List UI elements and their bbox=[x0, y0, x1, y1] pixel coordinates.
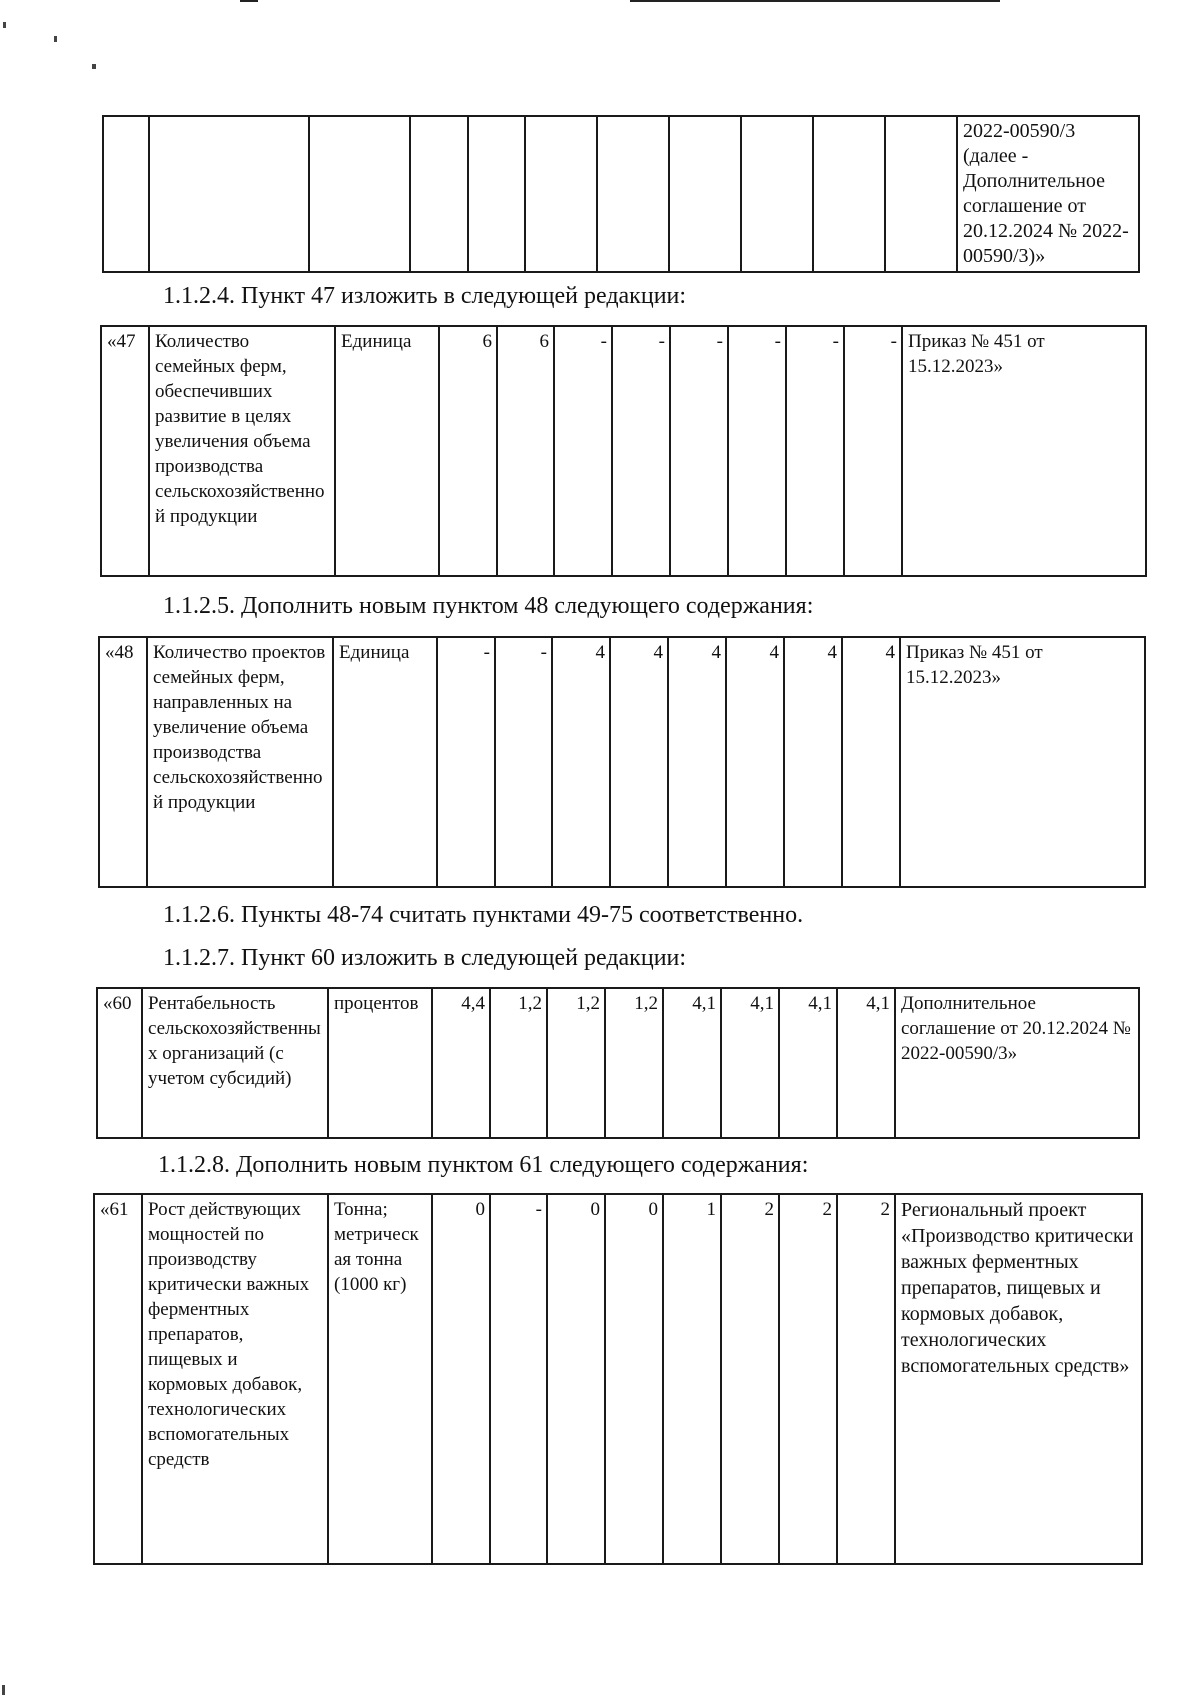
value-cell: 1,2 bbox=[490, 988, 547, 1138]
value-cell: - bbox=[554, 326, 612, 576]
paragraph-1-1-2-8: 1.1.2.8. Дополнить новым пунктом 61 следующего содержания: bbox=[158, 1152, 809, 1178]
value-cell: - bbox=[490, 1194, 547, 1564]
value-cell: 2 bbox=[721, 1194, 779, 1564]
value-cell: - bbox=[844, 326, 902, 576]
source-cell: Региональный проект «Производство критически важных ферментных препаратов, пищевых и кормовых добавок, технологических вспомогательных средств» bbox=[895, 1194, 1142, 1564]
paragraph-1-1-2-7: 1.1.2.7. Пункт 60 изложить в следующей редакции: bbox=[163, 945, 687, 971]
value-cell: - bbox=[786, 326, 844, 576]
value-cell: 4,1 bbox=[663, 988, 721, 1138]
empty-cell bbox=[885, 116, 957, 272]
value-cell: 2 bbox=[837, 1194, 895, 1564]
empty-cell bbox=[525, 116, 597, 272]
source-cell: 2022-00590/3 (далее - Дополнительное соглашение от 20.12.2024 № 2022-00590/3)» bbox=[957, 116, 1139, 272]
value-cell: 0 bbox=[432, 1194, 490, 1564]
empty-cell bbox=[103, 116, 149, 272]
value-cell: 4 bbox=[668, 637, 726, 887]
paragraph-1-1-2-5: 1.1.2.5. Дополнить новым пунктом 48 следующего содержания: bbox=[163, 593, 814, 619]
value-cell: 0 bbox=[605, 1194, 663, 1564]
indicator-name: Количество проектов семейных ферм, направленных на увеличение объема производства сельскохозяйственной продукции bbox=[147, 637, 333, 887]
empty-cell bbox=[468, 116, 525, 272]
source-cell: Приказ № 451 от 15.12.2023» bbox=[900, 637, 1145, 887]
value-cell: 4 bbox=[610, 637, 668, 887]
value-cell: 1 bbox=[663, 1194, 721, 1564]
row-number: «61 bbox=[94, 1194, 142, 1564]
value-cell: 0 bbox=[547, 1194, 605, 1564]
empty-cell bbox=[741, 116, 813, 272]
table-row-60 bbox=[96, 987, 1140, 1139]
value-cell: - bbox=[437, 637, 495, 887]
row-number: «60 bbox=[97, 988, 142, 1138]
empty-cell bbox=[597, 116, 669, 272]
value-cell: - bbox=[612, 326, 670, 576]
empty-cell bbox=[309, 116, 410, 272]
table-row-47 bbox=[100, 325, 1147, 577]
table-row-48 bbox=[98, 636, 1146, 888]
indicator-name: Рост действующих мощностей по производству критически важных ферментных препаратов, пищевых и кормовых добавок, технологических вспомогательных средств bbox=[142, 1194, 328, 1564]
empty-cell bbox=[410, 116, 468, 272]
value-cell: 2 bbox=[779, 1194, 837, 1564]
value-cell: - bbox=[670, 326, 728, 576]
empty-cell bbox=[669, 116, 741, 272]
unit: Единица bbox=[333, 637, 437, 887]
top-edge-line bbox=[240, 0, 258, 2]
value-cell: 4,4 bbox=[432, 988, 490, 1138]
value-cell: 4 bbox=[784, 637, 842, 887]
paragraph-1-1-2-6: 1.1.2.6. Пункты 48-74 считать пунктами 49-75 соответственно. bbox=[163, 902, 804, 928]
value-cell: 1,2 bbox=[547, 988, 605, 1138]
unit: Тонна; метрическая тонна (1000 кг) bbox=[328, 1194, 432, 1564]
value-cell: - bbox=[728, 326, 786, 576]
paragraph-1-1-2-4: 1.1.2.4. Пункт 47 изложить в следующей редакции: bbox=[163, 283, 687, 309]
scan-speck bbox=[92, 64, 96, 69]
value-cell: 6 bbox=[497, 326, 554, 576]
empty-cell bbox=[813, 116, 885, 272]
value-cell: 1,2 bbox=[605, 988, 663, 1138]
value-cell: - bbox=[495, 637, 552, 887]
row-number: «47 bbox=[101, 326, 149, 576]
table-continuation bbox=[102, 115, 1140, 273]
value-cell: 4,1 bbox=[779, 988, 837, 1138]
indicator-name: Количество семейных ферм, обеспечивших развитие в целях увеличения объема производства сельскохозяйственной продукции bbox=[149, 326, 335, 576]
scan-speck bbox=[2, 1685, 5, 1695]
scan-speck bbox=[3, 22, 6, 28]
value-cell: 4,1 bbox=[721, 988, 779, 1138]
value-cell: 4,1 bbox=[837, 988, 895, 1138]
unit: Единица bbox=[335, 326, 439, 576]
value-cell: 4 bbox=[842, 637, 900, 887]
indicator-name: Рентабельность сельскохозяйственных организаций (с учетом субсидий) bbox=[142, 988, 328, 1138]
row-number: «48 bbox=[99, 637, 147, 887]
value-cell: 4 bbox=[552, 637, 610, 887]
value-cell: 4 bbox=[726, 637, 784, 887]
scan-speck bbox=[54, 36, 57, 42]
unit: процентов bbox=[328, 988, 432, 1138]
source-cell: Дополнительное соглашение от 20.12.2024 № 2022-00590/3» bbox=[895, 988, 1139, 1138]
value-cell: 6 bbox=[439, 326, 497, 576]
source-cell: Приказ № 451 от 15.12.2023» bbox=[902, 326, 1146, 576]
empty-cell bbox=[149, 116, 309, 272]
table-row-61 bbox=[93, 1193, 1143, 1565]
top-edge-line bbox=[630, 0, 1000, 2]
